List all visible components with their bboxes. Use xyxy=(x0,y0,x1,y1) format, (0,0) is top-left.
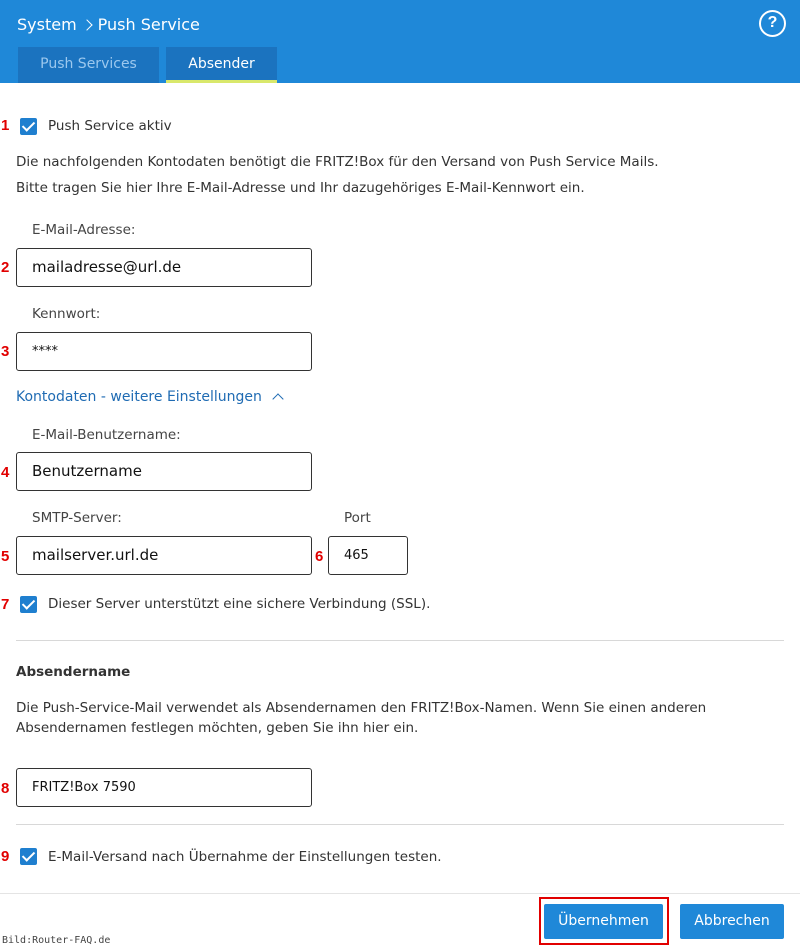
sender-section-title: Absendername xyxy=(16,664,131,680)
tab-push-services[interactable]: Push Services xyxy=(18,47,159,83)
intro-line-2: Bitte tragen Sie hier Ihre E-Mail-Adresse und Ihr dazugehöriges E-Mail-Kennwort ein. xyxy=(16,180,585,196)
marker-6: 6 xyxy=(315,548,324,565)
email-field[interactable]: mailadresse@url.de xyxy=(16,248,312,287)
marker-1: 1 xyxy=(1,117,10,134)
test-mail-checkbox[interactable] xyxy=(20,848,37,865)
marker-8: 8 xyxy=(1,780,10,797)
chevron-up-icon xyxy=(272,393,283,404)
intro-line-1: Die nachfolgenden Kontodaten benötigt die FRITZ!Box für den Versand von Push Service Mails. xyxy=(16,154,659,170)
push-active-label: Push Service aktiv xyxy=(48,118,172,134)
password-label: Kennwort: xyxy=(32,306,101,322)
port-label: Port xyxy=(344,510,371,526)
tab-absender-label: Absender xyxy=(188,56,255,72)
breadcrumb-push-service: Push Service xyxy=(97,15,200,34)
tab-absender[interactable] xyxy=(166,47,277,83)
chevron-right-icon xyxy=(81,19,92,30)
sender-name-field[interactable]: FRITZ!Box 7590 xyxy=(16,768,312,807)
divider xyxy=(16,640,784,641)
more-settings-label: Kontodaten - weitere Einstellungen xyxy=(16,389,262,405)
ssl-checkbox[interactable] xyxy=(20,596,37,613)
apply-button[interactable]: Übernehmen xyxy=(544,904,663,939)
ssl-label: Dieser Server unterstützt eine sichere Verbindung (SSL). xyxy=(48,596,431,612)
marker-4: 4 xyxy=(1,464,10,481)
divider xyxy=(16,824,784,825)
username-label: E-Mail-Benutzername: xyxy=(32,427,181,443)
smtp-label: SMTP-Server: xyxy=(32,510,122,526)
port-field[interactable]: 465 xyxy=(328,536,408,575)
smtp-server-field[interactable]: mailserver.url.de xyxy=(16,536,312,575)
sender-desc-line-1: Die Push-Service-Mail verwendet als Absendernamen den FRITZ!Box-Namen. Wenn Sie einen anderen xyxy=(16,700,707,716)
help-icon[interactable]: ? xyxy=(759,10,786,37)
active-tab-indicator xyxy=(166,80,277,83)
more-settings-link[interactable] xyxy=(16,389,282,405)
header-bar xyxy=(0,0,800,83)
marker-3: 3 xyxy=(1,343,10,360)
breadcrumb-system[interactable]: System xyxy=(17,15,77,34)
marker-9: 9 xyxy=(1,848,10,865)
marker-2: 2 xyxy=(1,259,10,276)
cancel-button[interactable]: Abbrechen xyxy=(680,904,784,939)
username-field[interactable]: Benutzername xyxy=(16,452,312,491)
sender-desc-line-2: Absendernamen festlegen möchten, geben Sie ihn hier ein. xyxy=(16,720,419,736)
test-mail-label: E-Mail-Versand nach Übernahme der Einstellungen testen. xyxy=(48,849,442,865)
image-credit: Bild:Router-FAQ.de xyxy=(2,935,111,946)
breadcrumb xyxy=(17,15,200,34)
email-label: E-Mail-Adresse: xyxy=(32,222,136,238)
push-active-checkbox[interactable] xyxy=(20,118,37,135)
password-field[interactable]: **** xyxy=(16,332,312,371)
marker-5: 5 xyxy=(1,548,10,565)
marker-7: 7 xyxy=(1,596,10,613)
footer-divider xyxy=(0,893,800,894)
